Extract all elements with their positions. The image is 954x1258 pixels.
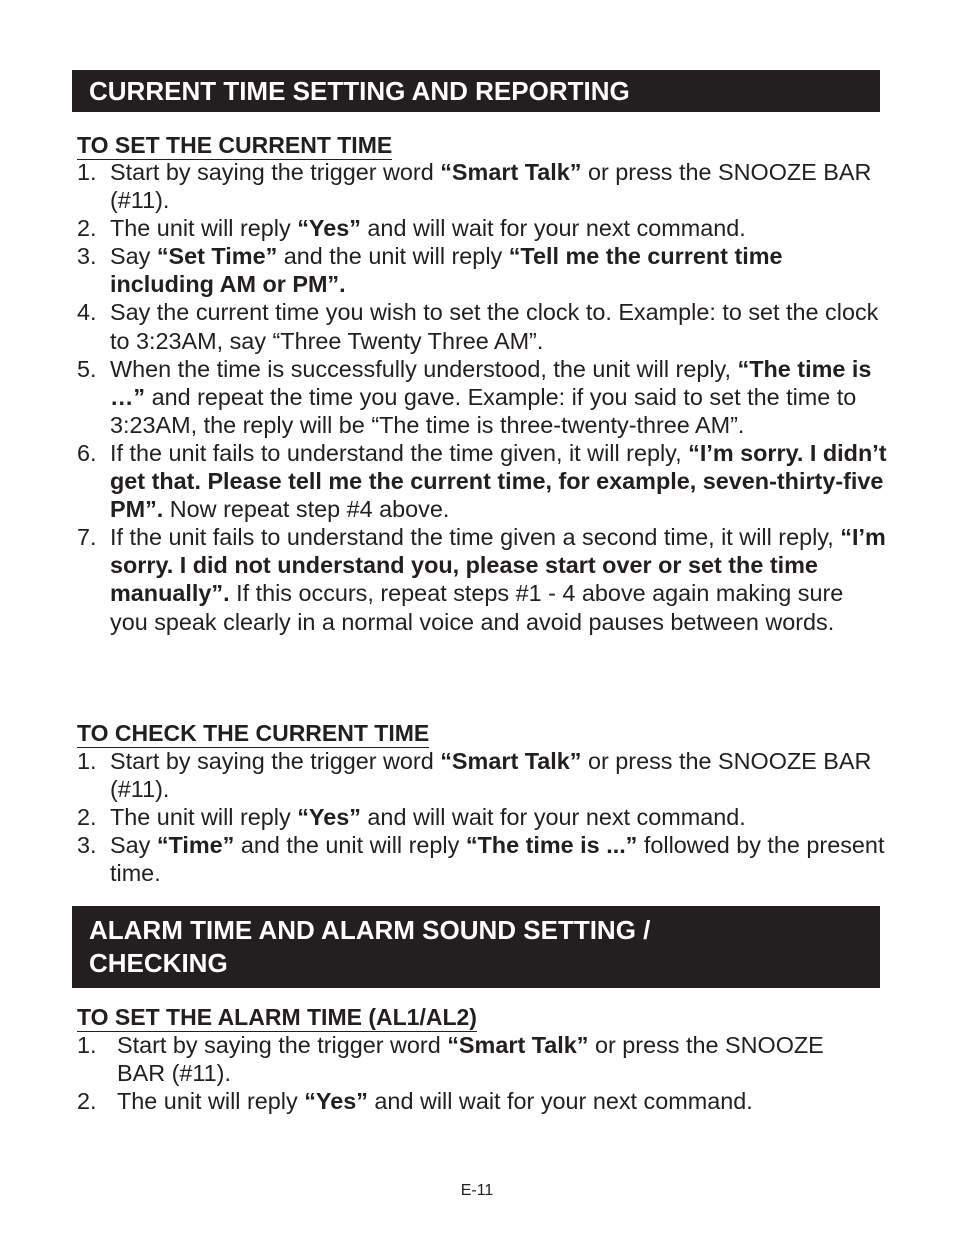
- list-item: [77, 831, 887, 887]
- step-text: and will wait for your next command.: [367, 1088, 753, 1115]
- step-text: If this occurs, repeat steps #1 - 4 above again making sure you speak clearly in a normal voice and avoid pauses between words.: [110, 580, 844, 635]
- page-number: E-11: [460, 1182, 494, 1199]
- step-number: 3.: [77, 832, 97, 859]
- step-text-bold: “The time is ...”: [465, 832, 638, 859]
- list-item: [77, 747, 887, 803]
- step-text: or press the SNOOZE BAR (#11).: [117, 1032, 824, 1087]
- step-text: If the unit fails to understand the time given, it will reply,: [110, 439, 689, 466]
- section-title-line-2: CHECKING: [89, 948, 228, 978]
- step-text: or press the SNOOZE BAR (#11).: [110, 159, 872, 214]
- step-number: 5.: [77, 355, 97, 382]
- step-number: 7.: [77, 524, 97, 551]
- step-number: 1.: [77, 748, 97, 774]
- step-text-bold: “Yes”: [297, 804, 361, 831]
- step-number: 2.: [77, 1088, 97, 1115]
- step-number: 2.: [77, 804, 97, 831]
- step-text: Say the current time you wish to set the clock to. Example: to set the clock to 3:23AM, say “Three Twenty Three AM”.: [110, 299, 879, 354]
- step-text-bold: “Smart Talk”: [440, 159, 582, 185]
- step-text-bold: “I’m sorry. I didn’t get that. Please tell me the current time, for example, seven-thirty-five PM”.: [110, 439, 887, 523]
- step-number: 2.: [77, 215, 97, 242]
- list-item: [77, 1031, 837, 1087]
- subheading-check-current-time: TO CHECK THE CURRENT TIME: [77, 720, 430, 746]
- step-text-bold: “Time”: [156, 832, 235, 859]
- section-banner-current-time: [72, 70, 880, 112]
- list-item: [77, 439, 887, 523]
- step-text: The unit will reply: [110, 215, 298, 242]
- step-number: 1.: [77, 1032, 97, 1058]
- step-text: Start by saying the trigger word: [110, 748, 441, 774]
- step-text-bold: “Yes”: [304, 1088, 368, 1115]
- step-text: Start by saying the trigger word: [110, 159, 441, 185]
- step-text: The unit will reply: [110, 804, 298, 831]
- step-number: 6.: [77, 439, 97, 466]
- step-text-bold: “Set Time”: [156, 243, 278, 270]
- steps-set-alarm-time: [77, 1031, 837, 1115]
- list-item: [77, 242, 887, 298]
- step-text-bold: “The time is …”: [110, 355, 872, 410]
- list-item: [77, 214, 887, 242]
- steps-set-current-time: [77, 158, 887, 636]
- section-banner-alarm: [72, 906, 880, 988]
- list-item: [77, 803, 887, 831]
- step-text: followed by the present time.: [110, 832, 885, 887]
- list-item: [77, 355, 887, 439]
- step-text: and the unit will reply: [277, 243, 509, 270]
- step-text: Now repeat step #4 above.: [163, 496, 450, 523]
- step-text: and will wait for your next command.: [360, 804, 746, 831]
- step-text: and will wait for your next command.: [360, 215, 746, 242]
- list-item: [77, 1087, 837, 1115]
- section-title-line-1: ALARM TIME AND ALARM SOUND SETTING /: [89, 915, 651, 945]
- step-number: 4.: [77, 299, 97, 326]
- subheading-set-alarm-time: TO SET THE ALARM TIME (AL1/AL2): [77, 1004, 477, 1030]
- section-title: CURRENT TIME SETTING AND REPORTING: [89, 76, 630, 106]
- list-item: [77, 298, 887, 354]
- step-text-bold: “Yes”: [297, 215, 361, 242]
- list-item: [77, 523, 887, 635]
- step-text: Start by saying the trigger word: [117, 1032, 448, 1058]
- step-text-bold: “Smart Talk”: [440, 748, 582, 774]
- steps-check-current-time: [77, 747, 887, 887]
- step-text: or press the SNOOZE BAR (#11).: [110, 748, 872, 803]
- step-text-bold: “Smart Talk”: [447, 1032, 589, 1058]
- step-number: 1.: [77, 159, 97, 185]
- step-text: Say: [110, 832, 157, 859]
- step-text-bold: “Tell me the current time including AM or PM”.: [110, 243, 783, 298]
- subheading-set-current-time: TO SET THE CURRENT TIME: [77, 132, 393, 158]
- step-number: 3.: [77, 243, 97, 270]
- step-text: and repeat the time you gave. Example: if you said to set the time to 3:23AM, the reply will be “The time is three-twenty-three AM”.: [110, 383, 857, 438]
- step-text: The unit will reply: [117, 1088, 305, 1115]
- step-text: If the unit fails to understand the time given a second time, it will reply,: [110, 524, 841, 551]
- list-item: [77, 158, 887, 214]
- step-text-bold: “I’m sorry. I did not understand you, please start over or set the time manually”.: [110, 524, 886, 607]
- step-text: Say: [110, 243, 157, 270]
- step-text: and the unit will reply: [234, 832, 466, 859]
- step-text: When the time is successfully understood, the unit will reply,: [110, 355, 738, 382]
